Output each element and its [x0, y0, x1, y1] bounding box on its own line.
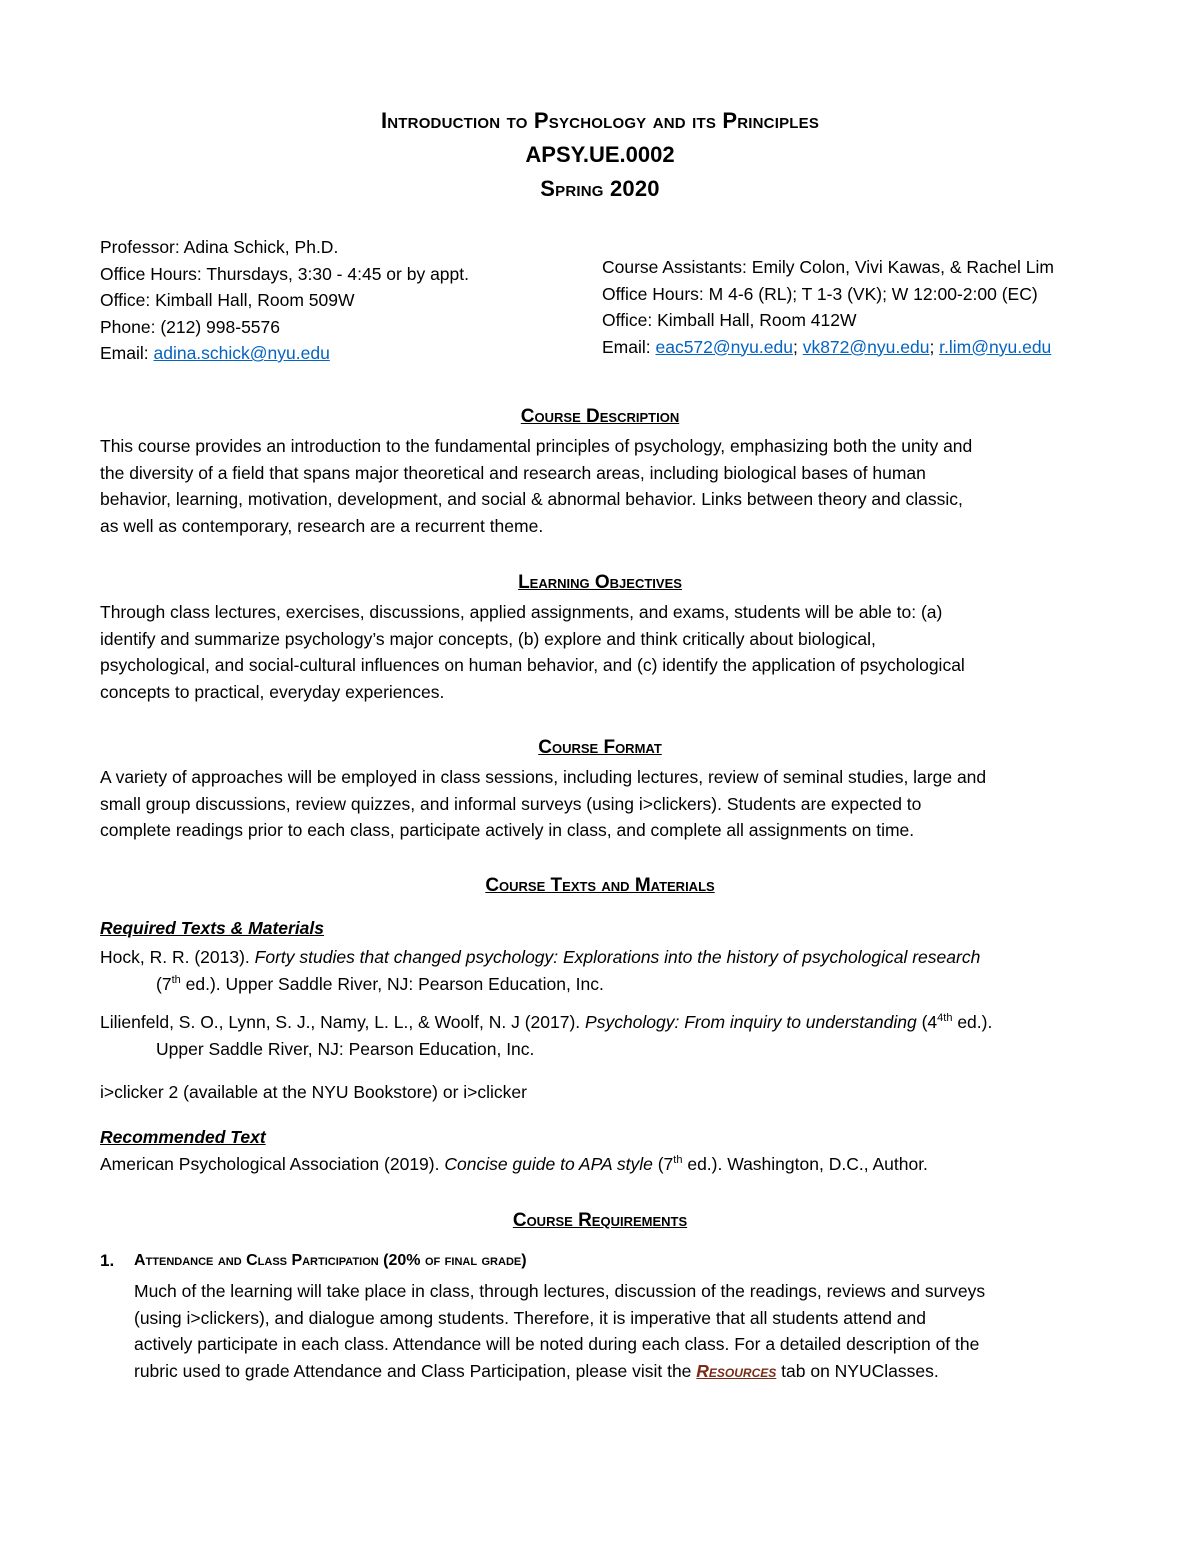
- email-separator: ;: [929, 336, 940, 357]
- reference-edition: (7: [652, 1154, 674, 1174]
- requirement-paragraph: [134, 1278, 1174, 1384]
- paragraph-line: small group discussions, review quizzes, and informal surveys (using i>clickers). Students are expected to: [100, 793, 922, 814]
- paragraph-line: identify and summarize psychology’s major concepts, (b) explore and think critically about biological,: [100, 628, 876, 649]
- assistants-info: [602, 254, 1162, 360]
- clicker-note: i>clicker 2 (available at the NYU Bookstore) or i>clicker: [100, 1082, 527, 1102]
- paragraph-line: [134, 1358, 1174, 1385]
- professor-phone: Phone: (212) 998-5576: [100, 316, 280, 337]
- reference-apa: [100, 1151, 1180, 1178]
- paragraph-text: rubric used to grade Attendance and Class Participation, please visit the: [134, 1360, 697, 1381]
- edition-superscript: 4th: [937, 1012, 953, 1025]
- professor-name: Professor: Adina Schick, Ph.D.: [100, 237, 339, 257]
- section-heading-materials: Course Texts and Materials: [485, 875, 715, 896]
- email-label: Email:: [602, 336, 656, 357]
- requirement-number: 1.: [100, 1251, 115, 1270]
- professor-email-line: [100, 340, 600, 367]
- assistant-email-link-3[interactable]: r.lim@nyu.edu: [939, 336, 1052, 357]
- paragraph-line: (using i>clickers), and dialogue among students. Therefore, it is imperative that all students attend and: [134, 1307, 926, 1328]
- email-label: Email:: [100, 343, 154, 363]
- reference-edition: (7: [156, 973, 172, 994]
- resources-tab-link[interactable]: Resources: [696, 1360, 777, 1381]
- paragraph-line: psychological, and social-cultural influences on human behavior, and (c) identify the application of psychological: [100, 655, 965, 675]
- description-paragraph: [100, 433, 1160, 539]
- assistant-email-link-1[interactable]: eac572@nyu.edu: [655, 336, 793, 357]
- paragraph-line: complete readings prior to each class, participate actively in class, and complete all assignments on time.: [100, 820, 915, 840]
- objectives-paragraph: [100, 599, 1160, 705]
- reference-author: Lilienfeld, S. O., Lynn, S. J., Namy, L. L., & Woolf, N. J (2017).: [100, 1012, 586, 1032]
- requirement-heading: Attendance and Class Participation (20% of final grade): [134, 1252, 527, 1269]
- section-heading-requirements: Course Requirements: [512, 1210, 688, 1231]
- edition-superscript: th: [673, 1154, 683, 1167]
- course-code: APSY.UE.0002: [525, 142, 675, 167]
- section-heading-objectives: Learning Objectives: [518, 572, 682, 593]
- reference-lilienfeld: [100, 1009, 1180, 1062]
- professor-info: [100, 234, 600, 367]
- assistants-office: Office: Kimball Hall, Room 412W: [602, 310, 857, 330]
- professor-office: Office: Kimball Hall, Room 509W: [100, 290, 355, 310]
- reference-publisher: ed.). Washington, D.C., Author.: [682, 1154, 928, 1174]
- paragraph-line: concepts to practical, everyday experiences.: [100, 681, 445, 702]
- reference-edition: (4: [916, 1012, 938, 1032]
- assistants-email-line: [602, 334, 1162, 361]
- reference-line: [100, 1009, 1180, 1036]
- section-heading-description: Course Description: [520, 406, 680, 427]
- reference-hock: [100, 944, 1180, 997]
- assistant-email-link-2[interactable]: vk872@nyu.edu: [802, 336, 930, 357]
- reference-line: Upper Saddle River, NJ: Pearson Education, Inc.: [156, 1038, 535, 1059]
- paragraph-line: actively participate in each class. Attendance will be noted during each class. For a detailed description of the: [134, 1334, 980, 1354]
- reference-author: Hock, R. R. (2013).: [100, 947, 255, 967]
- format-paragraph: [100, 764, 1160, 844]
- reference-edition-close: ed.).: [952, 1012, 993, 1032]
- edition-superscript: th: [171, 973, 181, 986]
- reference-author: American Psychological Association (2019).: [100, 1154, 445, 1174]
- professor-email-link[interactable]: adina.schick@nyu.edu: [153, 343, 330, 363]
- reference-title: Psychology: From inquiry to understanding: [585, 1012, 917, 1032]
- reference-title: Forty studies that changed psychology: Explorations into the history of psychological research: [254, 947, 981, 967]
- recommended-text-heading: Recommended Text: [100, 1127, 266, 1147]
- paragraph-line: Much of the learning will take place in class, through lectures, discussion of the readings, reviews and surveys: [134, 1281, 986, 1301]
- course-term: Spring 2020: [540, 176, 660, 201]
- paragraph-line: A variety of approaches will be employed in class sessions, including lectures, review of seminal studies, large and: [100, 767, 987, 787]
- email-separator: ;: [792, 336, 803, 357]
- paragraph-line: behavior, learning, motivation, development, and social & abnormal behavior. Links between theory and classic,: [100, 489, 963, 509]
- paragraph-line: This course provides an introduction to the fundamental principles of psychology, emphasizing both the unity and: [100, 436, 973, 456]
- reference-line: [100, 944, 1180, 971]
- required-texts-heading: Required Texts & Materials: [100, 918, 325, 938]
- assistants-hours: Office Hours: M 4-6 (RL); T 1-3 (VK); W 12:00-2:00 (EC): [602, 283, 1038, 304]
- paragraph-line: the diversity of a field that spans major theoretical and research areas, including biological bases of human: [100, 462, 926, 483]
- professor-hours: Office Hours: Thursdays, 3:30 - 4:45 or by appt.: [100, 263, 469, 284]
- section-heading-format: Course Format: [538, 737, 662, 758]
- assistants-names: Course Assistants: Emily Colon, Vivi Kawas, & Rachel Lim: [602, 257, 1054, 277]
- reference-publisher: ed.). Upper Saddle River, NJ: Pearson Education, Inc.: [180, 973, 604, 994]
- paragraph-text: tab on NYUClasses.: [776, 1360, 939, 1381]
- reference-title: Concise guide to APA style: [444, 1154, 653, 1174]
- paragraph-line: Through class lectures, exercises, discussions, applied assignments, and exams, students will be able to: (a): [100, 602, 943, 622]
- paragraph-line: as well as contemporary, research are a recurrent theme.: [100, 515, 544, 536]
- reference-line: [100, 971, 1180, 998]
- course-title: Introduction to Psychology and its Principles: [380, 108, 820, 133]
